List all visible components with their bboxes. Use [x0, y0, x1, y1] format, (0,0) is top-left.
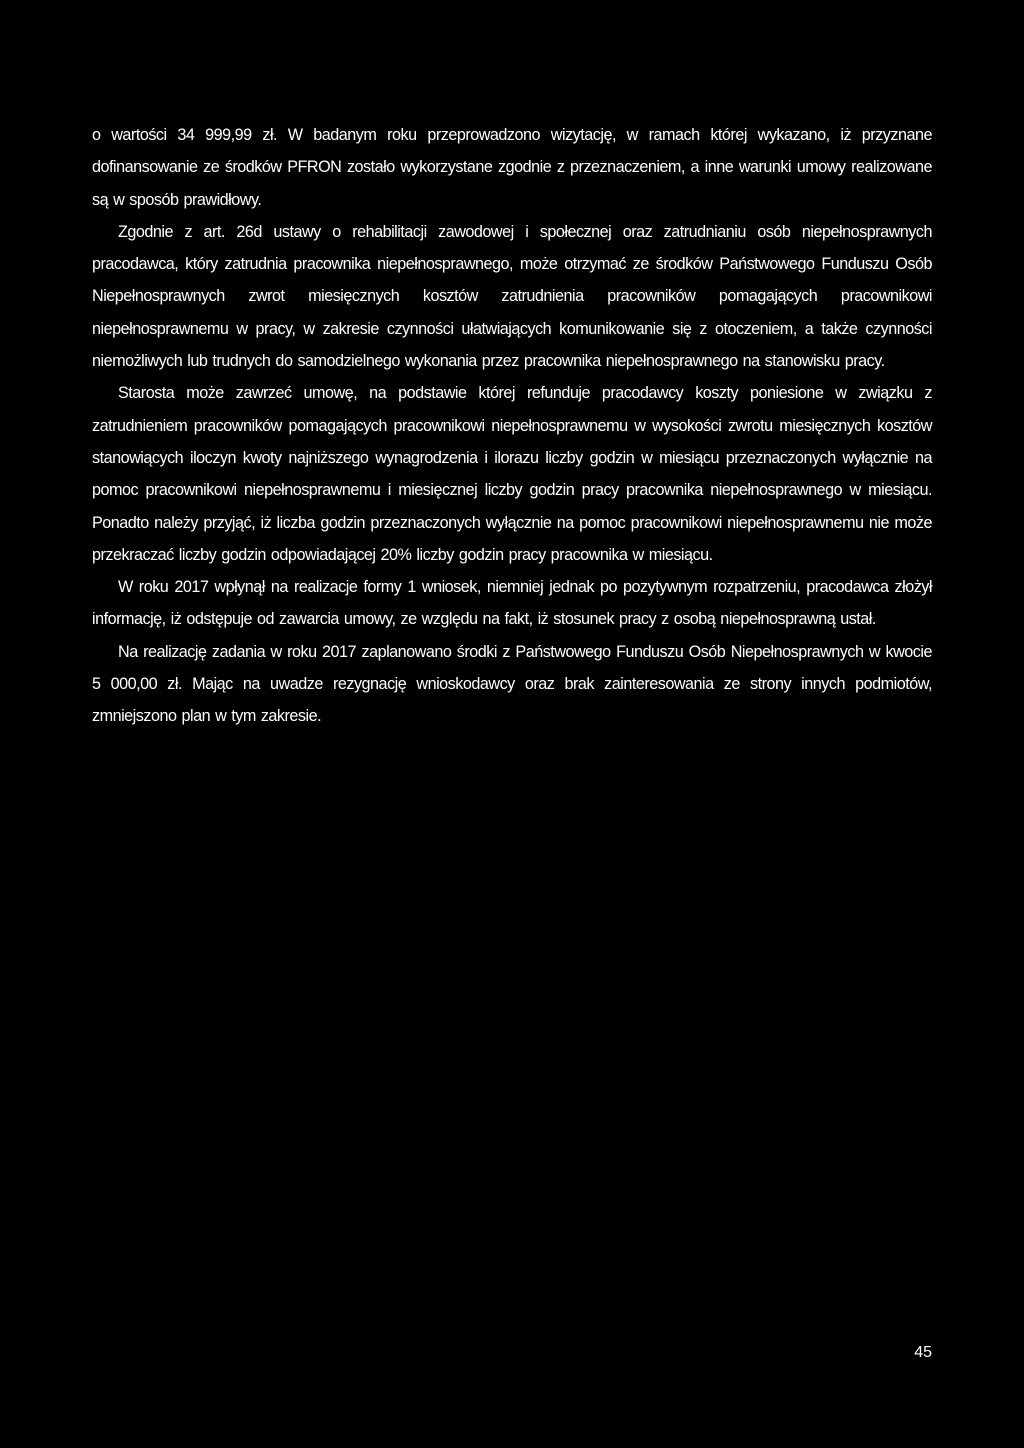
paragraph-continuation: o wartości 34 999,99 zł. W badanym roku przeprowadzono wizytację, w ramach której wykazano, iż przyznane dofinansowanie ze środków PFRON zostało wykorzystane zgodnie z przeznaczeniem, a inne warunki umowy realizowane są w sposób prawidłowy. — [92, 126, 932, 209]
paragraph-starosta-agreement: Starosta może zawrzeć umowę, na podstawie której refunduje pracodawcy koszty poniesione w związku z zatrudnieniem pracowników pomagających pracownikowi niepełnosprawnemu w wysokości zwrotu miesięcznych kosztów stanowiących iloczyn kwoty najniższego wynagrodzenia i ilorazu liczby godzin w miesiącu przeznaczonych wyłącznie na pomoc pracownikowi niepełnosprawnemu i miesięcznej liczby godzin pracy pracownika niepełnosprawnego w miesiącu. Ponadto należy przyjąć, iż liczba godzin przeznaczonych wyłącznie na pomoc pracownikowi niepełnosprawnemu nie może przekraczać liczby godzin odpowiadającej 20% liczby godzin pracy pracownika w miesiącu. — [92, 384, 932, 564]
body-text — [92, 119, 932, 733]
page-number: 45 — [914, 1344, 932, 1361]
paragraph-art-26d: Zgodnie z art. 26d ustawy o rehabilitacji zawodowej i społecznej oraz zatrudnianiu osób niepełnosprawnych pracodawca, który zatrudnia pracownika niepełnosprawnego, może otrzymać ze środków Państwowego Funduszu Osób Niepełnosprawnych zwrot miesięcznych kosztów zatrudnienia pracowników pomagających pracownikowi niepełnosprawnemu w pracy, w zakresie czynności ułatwiających komunikowanie się z otoczeniem, a także czynności niemożliwych lub trudnych do samodzielnego wykonania przez pracownika niepełnosprawnego na stanowisku pracy. — [92, 222, 932, 371]
paragraph-2017-application: W roku 2017 wpłynął na realizacje formy 1 wniosek, niemniej jednak po pozytywnym rozpatrzeniu, pracodawca złożył informację, iż odstępuje od zawarcia umowy, ze względu na fakt, iż stosunek pracy z osobą niepełnosprawną ustał. — [92, 578, 932, 629]
paragraph-2017-funding: Na realizację zadania w roku 2017 zaplanowano środki z Państwowego Funduszu Osób Niepełnosprawnych w kwocie 5 000,00 zł. Mając na uwadze rezygnację wnioskodawcy oraz brak zainteresowania ze strony innych podmiotów, zmniejszono plan w tym zakresie. — [92, 642, 932, 726]
